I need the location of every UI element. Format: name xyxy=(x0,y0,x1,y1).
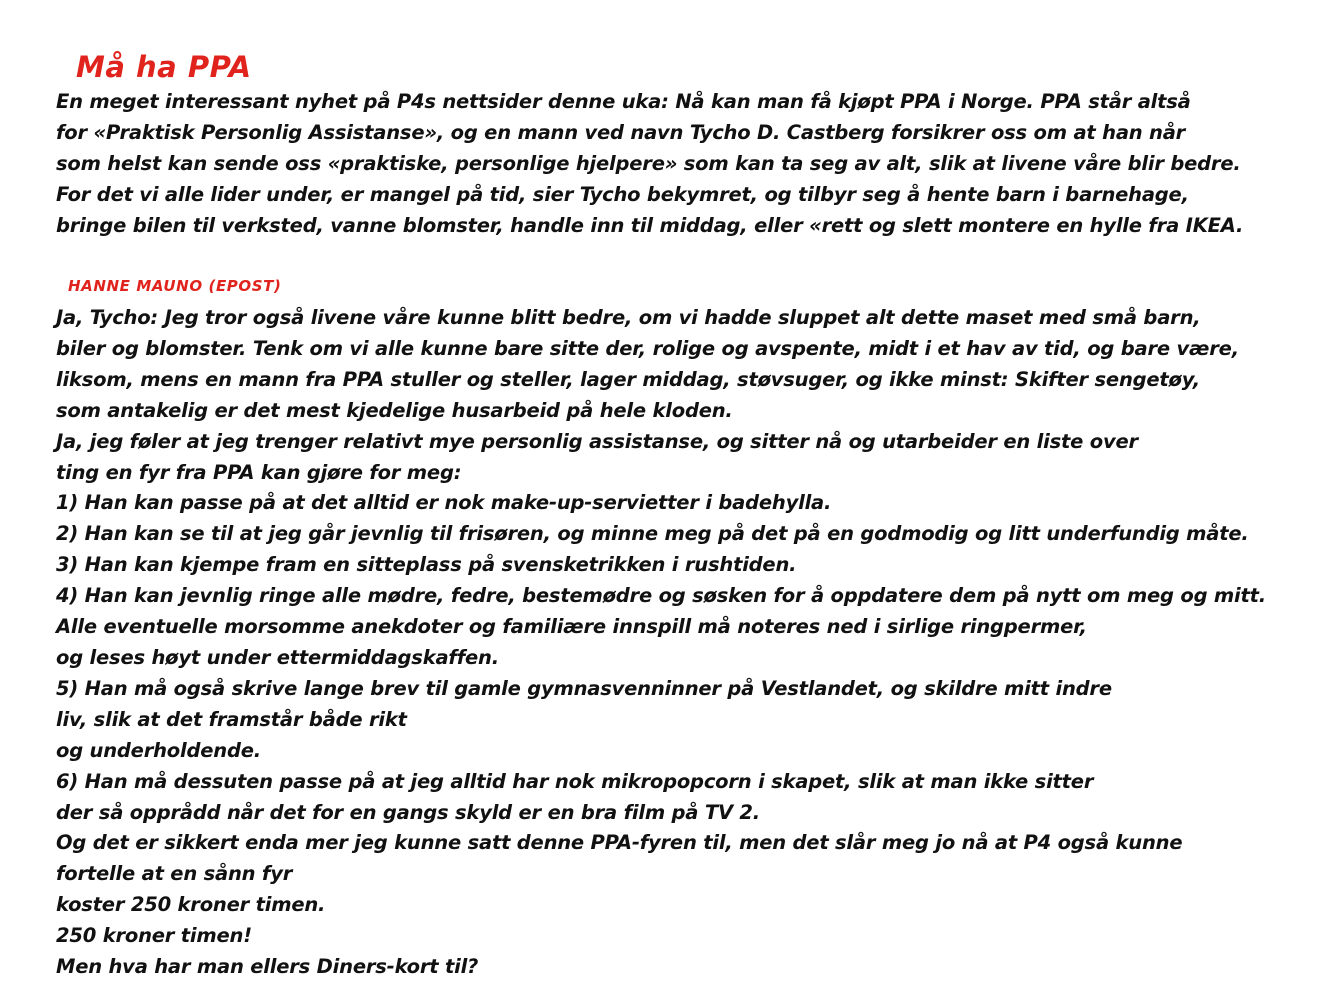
list-item-2: 2) Han kan se til at jeg går jevnlig til frisøren, og minne meg på det på en godmodig og litt underfundig måte. xyxy=(56,522,1249,546)
list-item-1: 1) Han kan passe på at det alltid er nok make-up-servietter i badehylla. xyxy=(56,491,832,515)
body-line: fortelle at en sånn fyr xyxy=(56,862,293,886)
intro-line: bringe bilen til verksted, vanne blomster, handle inn til middag, eller «rett og slett montere en hylle fra IKEA. xyxy=(56,213,1244,237)
intro-line: som helst kan sende oss «praktiske, personlige hjelpere» som kan ta seg av alt, slik at livene våre blir bedre. xyxy=(56,151,1241,175)
body-line: som antakelig er det mest kjedelige husarbeid på hele kloden. xyxy=(56,398,733,422)
list-item-3: 3) Han kan kjempe fram en sitteplass på svensketrikken i rushtiden. xyxy=(56,553,797,577)
body-line: der så opprådd når det for en gangs skyld er en bra film på TV 2. xyxy=(56,800,761,824)
body-line: liksom, mens en mann fra PPA stuller og steller, lager middag, støvsuger, og ikke minst: Skifter sengetøy, xyxy=(56,367,1200,391)
body-line: og leses høyt under ettermiddagskaffen. xyxy=(56,645,499,669)
list-item-5: 5) Han må også skrive lange brev til gamle gymnasvenninner på Vestlandet, og skildre mitt indre xyxy=(56,676,1112,700)
list-item-6: 6) Han må dessuten passe på at jeg alltid har nok mikropopcorn i skapet, slik at man ikke sitter xyxy=(56,769,1094,793)
closing-line: Men hva har man ellers Diners-kort til? xyxy=(56,955,479,979)
body-line: Og det er sikkert enda mer jeg kunne satt denne PPA-fyren til, men det slår meg jo nå at P4 også kunne xyxy=(56,831,1183,855)
article-title: Må ha PPA xyxy=(76,50,252,84)
intro-line: For det vi alle lider under, er mangel på tid, sier Tycho bekymret, og tilbyr seg å hente barn i barnehage, xyxy=(56,182,1189,206)
body-line: Ja, jeg føler at jeg trenger relativt mye personlig assistanse, og sitter nå og utarbeider en liste over xyxy=(56,429,1138,453)
article-body xyxy=(56,303,1266,983)
body-line: biler og blomster. Tenk om vi alle kunne bare sitte der, rolige og avspente, midt i et hav av tid, og bare være, xyxy=(56,336,1239,360)
body-line: ting en fyr fra PPA kan gjøre for meg: xyxy=(56,460,462,484)
body-line: Alle eventuelle morsomme anekdoter og familiære innspill må noteres ned i sirlige ringpermer, xyxy=(56,615,1087,639)
article-intro xyxy=(56,87,1243,242)
intro-line: En meget interessant nyhet på P4s nettsider denne uka: Nå kan man få kjøpt PPA i Norge. PPA står altså xyxy=(56,90,1191,113)
body-line: 250 kroner timen! xyxy=(56,924,252,948)
list-item-4: 4) Han kan jevnlig ringe alle mødre, fedre, bestemødre og søsken for å oppdatere dem på nytt om meg og mitt. xyxy=(56,584,1266,608)
body-line: Ja, Tycho: Jeg tror også livene våre kunne blitt bedre, om vi hadde sluppet alt dette maset med små barn, xyxy=(56,306,1201,329)
author-byline: HANNE MAUNO (EPOST) xyxy=(68,277,282,295)
body-line: koster 250 kroner timen. xyxy=(56,893,326,917)
body-line: liv, slik at det framstår både rikt xyxy=(56,707,407,731)
intro-line: for «Praktisk Personlig Assistanse», og en mann ved navn Tycho D. Castberg forsikrer oss om at han når xyxy=(56,120,1186,144)
body-line: og underholdende. xyxy=(56,738,261,762)
